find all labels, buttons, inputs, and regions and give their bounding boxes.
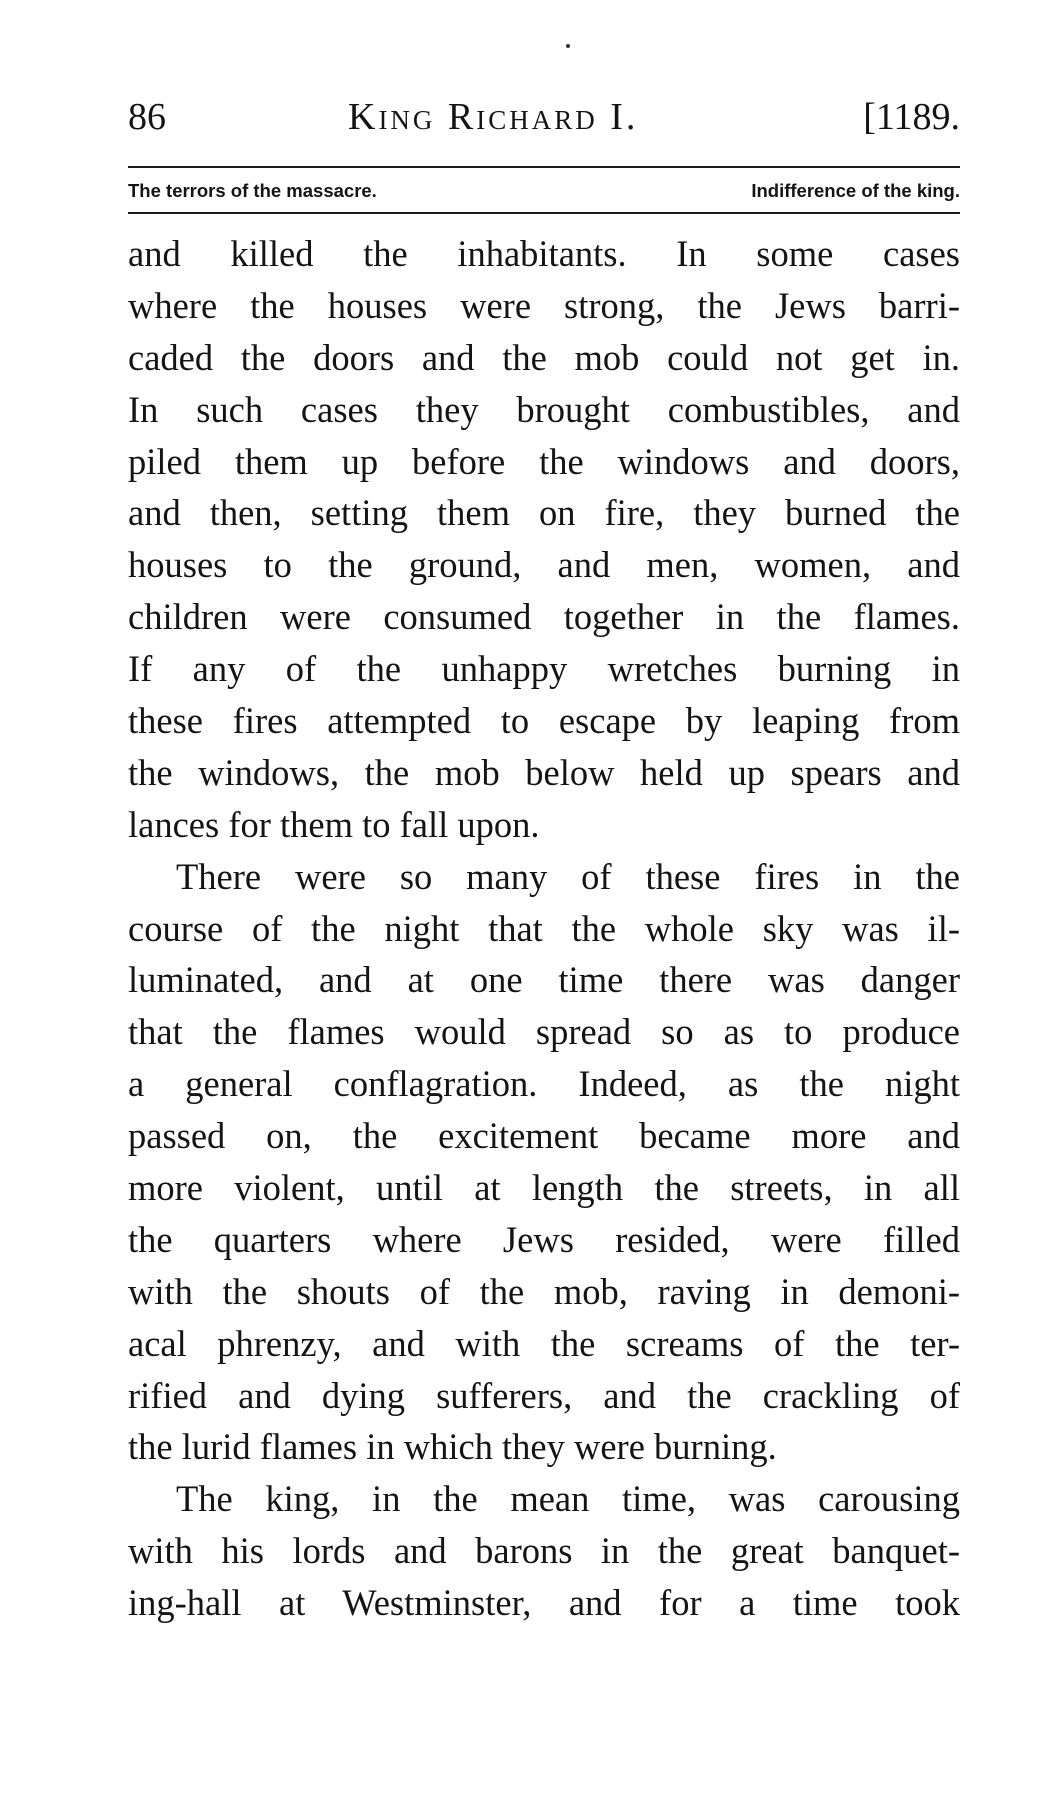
- shoulder-note-left: The terrors of the massacre.: [128, 180, 377, 201]
- ink-speck: [566, 44, 570, 48]
- text-line: lances for them to fall upon.: [128, 803, 540, 845]
- text-line: with the shouts of the mob, raving in demoni-: [128, 1270, 960, 1312]
- text-line: these fires attempted to escape by leaping from: [128, 700, 960, 742]
- shoulder-notes: [128, 176, 960, 206]
- body-text: [128, 228, 960, 1629]
- text-line: caded the doors and the mob could not get in.: [128, 336, 960, 378]
- text-line: ing-hall at Westminster, and for a time took: [128, 1582, 960, 1624]
- text-line: the quarters where Jews resided, were filled: [128, 1218, 960, 1260]
- text-line: more violent, until at length the streets, in all: [128, 1167, 960, 1209]
- text-line: and then, setting them on fire, they burned the: [128, 492, 960, 534]
- year-marker: [1189.: [863, 96, 960, 138]
- text-line: the lurid flames in which they were burning.: [128, 1426, 777, 1468]
- text-line: course of the night that the whole sky was il-: [128, 907, 960, 949]
- text-line: where the houses were strong, the Jews barri-: [128, 284, 960, 326]
- page-number: 86: [128, 96, 166, 138]
- paragraph-first-line: The king, in the mean time, was carousing: [176, 1478, 960, 1520]
- text-line: If any of the unhappy wretches burning in: [128, 648, 960, 690]
- text-line: luminated, and at one time there was danger: [128, 959, 960, 1001]
- shoulder-note-right: Indifference of the king.: [751, 180, 960, 201]
- text-line: houses to the ground, and men, women, and: [128, 544, 960, 586]
- text-line: children were consumed together in the flames.: [128, 596, 960, 638]
- text-line: that the flames would spread so as to produce: [128, 1011, 960, 1053]
- running-head: [128, 92, 960, 142]
- running-title: King Richard I.: [348, 96, 639, 138]
- text-line: piled them up before the windows and doors,: [128, 440, 960, 482]
- text-line: the windows, the mob below held up spears and: [128, 751, 960, 793]
- text-line: and killed the inhabitants. In some cases: [128, 233, 960, 274]
- text-line: passed on, the excitement became more and: [128, 1115, 960, 1157]
- paragraph-first-line: There were so many of these fires in the: [176, 855, 960, 897]
- header-rule-top: [128, 166, 960, 168]
- text-line: In such cases they brought combustibles, and: [128, 388, 960, 430]
- text-line: with his lords and barons in the great banquet-: [128, 1530, 960, 1572]
- text-line: acal phrenzy, and with the screams of the ter-: [128, 1322, 960, 1364]
- header-rule-bottom: [128, 212, 960, 214]
- text-line: rified and dying sufferers, and the crackling of: [128, 1374, 960, 1416]
- text-line: a general conflagration. Indeed, as the night: [128, 1063, 960, 1105]
